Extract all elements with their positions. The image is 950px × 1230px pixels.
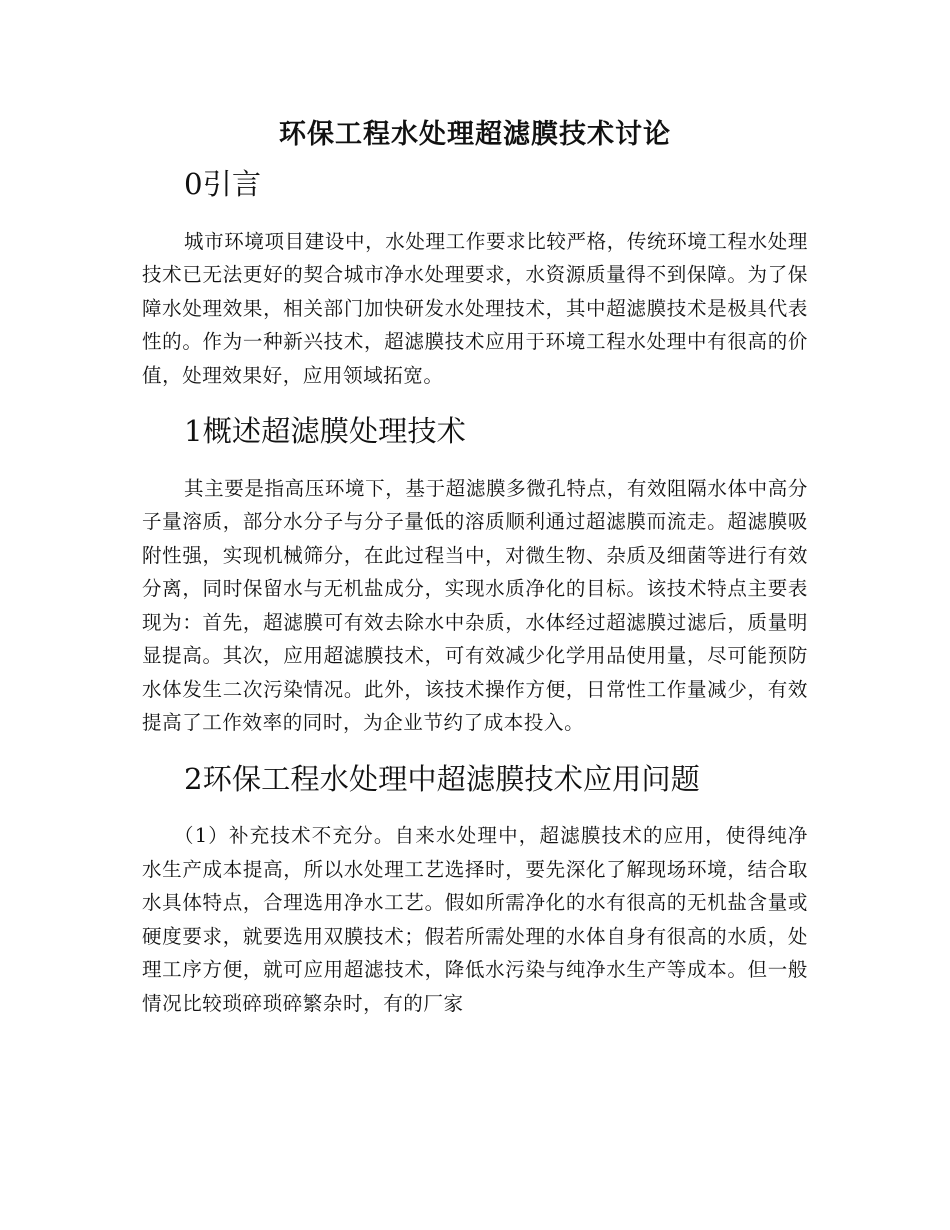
paragraph: 城市环境项目建设中，水处理工作要求比较严格，传统环境工程水处理技术已无法更好的契合城市净水处理要求，水资源质量得不到保障。为了保障水处理效果，相关部门加快研发水处理技术，其中超滤膜技术是极具代表性的。作为一种新兴技术，超滤膜技术应用于环境工程水处理中有很高的价值，处理效果好，应用领域拓宽。 (142, 229, 808, 387)
paragraph: 其主要是指高压环境下，基于超滤膜多微孔特点，有效阻隔水体中高分子量溶质，部分水分子与分子量低的溶质顺利通过超滤膜而流走。超滤膜吸附性强，实现机械筛分，在此过程当中，对微生物、杂质及细菌等进行有效分离，同时保留水与无机盐成分，实现水质净化的目标。该技术特点主要表现为：首先，超滤膜可有效去除水中杂质，水体经过超滤膜过滤后，质量明显提高。其次，应用超滤膜技术，可有效减少化学用品使用量，尽可能预防水体发生二次污染情况。此外，该技术操作方便，日常性工作量减少，有效提高了工作效率的同时，为企业节约了成本投入。 (142, 476, 808, 734)
paragraph: （1）补充技术不充分。自来水处理中，超滤膜技术的应用，使得纯净水生产成本提高，所以水处理工艺选择时，要先深化了解现场环境，结合取水具体特点，合理选用净水工艺。假如所需净化的水有很高的无机盐含量或硬度要求，就要选用双膜技术；假若所需处理的水体自身有很高的水质，处理工序方便，就可应用超滤技术，降低水污染与纯净水生产等成本。但一般情况比较琐碎琐碎繁杂时，有的厂家 (142, 824, 808, 1015)
section-overview (142, 415, 808, 740)
section-heading: 1概述超滤膜处理技术 (184, 414, 466, 448)
document-body (142, 168, 808, 1043)
section-introduction (142, 168, 808, 392)
section-heading: 2环保工程水处理中超滤膜技术应用问题 (184, 761, 700, 796)
section-heading: 0引言 (184, 167, 262, 201)
section-application-problems (142, 763, 808, 1021)
document-title: 环保工程水处理超滤膜技术讨论 (279, 119, 671, 150)
